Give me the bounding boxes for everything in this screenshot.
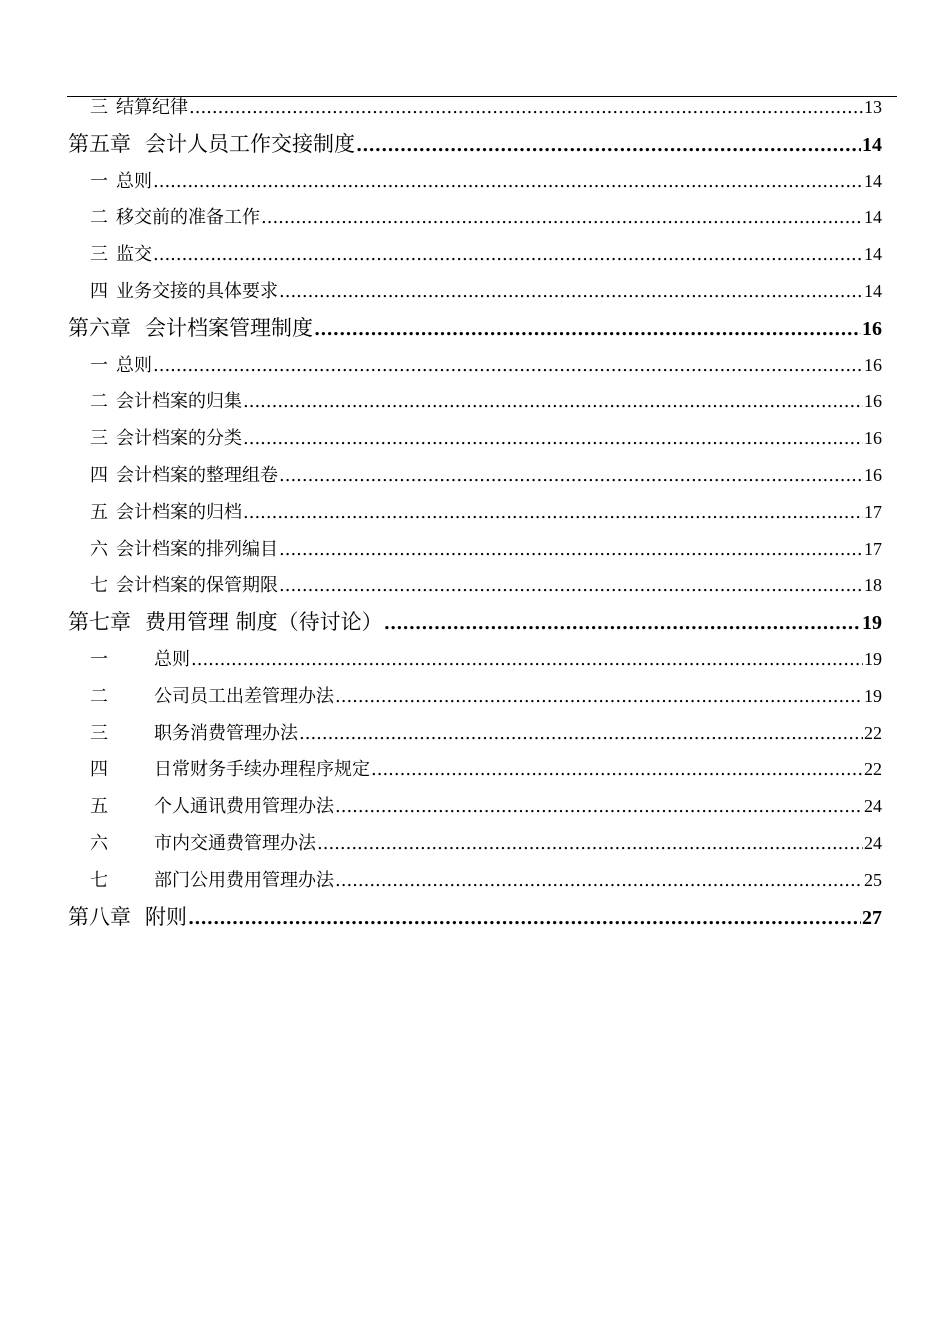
table-of-contents — [68, 89, 882, 935]
toc-number: 五 — [90, 501, 108, 523]
dot-leader — [243, 384, 863, 420]
toc-number: 三 — [90, 722, 108, 744]
toc-title: 附则 — [145, 904, 187, 929]
dot-leader — [279, 532, 863, 568]
toc-page-number: 14 — [864, 280, 882, 301]
toc-page-number: 16 — [862, 317, 882, 340]
toc-entry-20[interactable] — [68, 825, 882, 862]
toc-title: 会计档案的整理组卷 — [116, 464, 278, 486]
toc-entry-19[interactable] — [68, 788, 882, 825]
toc-title: 会计人员工作交接制度 — [145, 131, 355, 156]
toc-page-number: 27 — [862, 906, 882, 929]
toc-number: 第七章 — [68, 610, 131, 635]
toc-page-number: 25 — [864, 869, 882, 890]
toc-title: 个人通讯费用管理办法 — [154, 796, 334, 818]
toc-number: 四 — [90, 759, 108, 781]
toc-number: 一 — [90, 354, 108, 376]
toc-entry-17[interactable] — [68, 715, 882, 752]
dot-leader — [243, 495, 863, 531]
toc-number: 六 — [90, 832, 108, 854]
dot-leader — [335, 679, 863, 715]
toc-page-number: 14 — [864, 244, 882, 265]
dot-leader — [279, 274, 863, 310]
toc-entry-15[interactable] — [68, 641, 882, 678]
toc-entry-2[interactable] — [68, 163, 882, 200]
dot-leader — [279, 568, 863, 604]
toc-entry-5[interactable] — [68, 273, 882, 310]
toc-entry-4[interactable] — [68, 236, 882, 273]
toc-entry-14[interactable] — [68, 604, 882, 641]
toc-number: 二 — [90, 391, 108, 413]
toc-entry-6[interactable] — [68, 310, 882, 347]
toc-page-number: 19 — [862, 612, 882, 635]
toc-title: 移交前的准备工作 — [116, 207, 260, 229]
toc-title: 会计档案管理制度 — [145, 315, 313, 340]
toc-title: 日常财务手续办理程序规定 — [154, 759, 370, 781]
toc-title: 费用管理 制度（待讨论） — [145, 610, 383, 635]
toc-entry-16[interactable] — [68, 678, 882, 715]
toc-number: 七 — [90, 869, 108, 891]
toc-title: 业务交接的具体要求 — [116, 280, 278, 302]
toc-page-number: 17 — [864, 501, 882, 522]
toc-number: 一 — [90, 648, 108, 670]
toc-entry-18[interactable] — [68, 751, 882, 788]
dot-leader — [153, 237, 863, 273]
toc-entry-3[interactable] — [68, 199, 882, 236]
dot-leader — [335, 863, 863, 899]
toc-page-number: 19 — [864, 685, 882, 706]
toc-number: 三 — [90, 244, 108, 266]
toc-number: 三 — [90, 97, 108, 118]
toc-page-number: 16 — [864, 391, 882, 412]
toc-number: 第五章 — [68, 131, 131, 156]
toc-number: 一 — [90, 170, 108, 192]
toc-number: 二 — [90, 685, 108, 707]
toc-page-number: 14 — [864, 207, 882, 228]
toc-number: 第六章 — [68, 315, 131, 340]
toc-page-number: 22 — [864, 722, 882, 743]
dot-leader — [371, 752, 863, 788]
toc-title: 职务消费管理办法 — [154, 722, 298, 744]
toc-page-number: 16 — [864, 464, 882, 485]
toc-entry-8[interactable] — [68, 383, 882, 420]
dot-leader — [243, 421, 863, 457]
dot-leader — [279, 458, 863, 494]
toc-number: 四 — [90, 464, 108, 486]
toc-entry-11[interactable] — [68, 494, 882, 531]
toc-entry-9[interactable] — [68, 420, 882, 457]
toc-number: 六 — [90, 538, 108, 560]
toc-title: 会计档案的分类 — [116, 428, 242, 450]
toc-page-number: 14 — [864, 170, 882, 191]
dot-leader — [153, 164, 863, 200]
dot-leader — [299, 716, 863, 752]
toc-entry-1[interactable] — [68, 126, 882, 163]
toc-entry-0[interactable] — [68, 89, 882, 126]
toc-title: 会计档案的排列编目 — [116, 538, 278, 560]
toc-page-number: 14 — [862, 133, 882, 156]
toc-entry-21[interactable] — [68, 862, 882, 899]
toc-entry-10[interactable] — [68, 457, 882, 494]
toc-page-number: 17 — [864, 538, 882, 559]
toc-title: 会计档案的保管期限 — [116, 575, 278, 597]
dot-leader — [189, 90, 863, 126]
dot-leader — [356, 128, 861, 163]
toc-entry-22[interactable] — [68, 899, 882, 936]
toc-title: 部门公用费用管理办法 — [154, 869, 334, 891]
toc-page-number: 19 — [864, 648, 882, 669]
toc-title: 会计档案的归集 — [116, 391, 242, 413]
toc-title: 总则 — [116, 354, 152, 376]
dot-leader — [153, 348, 863, 384]
dot-leader — [261, 200, 863, 236]
toc-page-number: 18 — [864, 575, 882, 596]
toc-title: 监交 — [116, 244, 152, 266]
dot-leader — [335, 789, 863, 825]
toc-page-number: 24 — [864, 832, 882, 853]
toc-number: 七 — [90, 575, 108, 597]
toc-number: 第八章 — [68, 904, 131, 929]
toc-title: 总则 — [116, 170, 152, 192]
toc-number: 三 — [90, 428, 108, 450]
toc-title: 公司员工出差管理办法 — [154, 685, 334, 707]
toc-entry-13[interactable] — [68, 567, 882, 604]
toc-page-number: 16 — [864, 354, 882, 375]
toc-page-number: 13 — [864, 97, 882, 117]
dot-leader — [188, 901, 861, 936]
dot-leader — [314, 312, 861, 347]
toc-number: 四 — [90, 280, 108, 302]
toc-number: 二 — [90, 207, 108, 229]
toc-page-number: 22 — [864, 759, 882, 780]
dot-leader — [384, 606, 861, 641]
toc-title: 会计档案的归档 — [116, 501, 242, 523]
toc-number: 五 — [90, 796, 108, 818]
toc-title: 总则 — [154, 648, 190, 670]
toc-title: 结算纪律 — [116, 97, 188, 118]
dot-leader — [191, 642, 863, 678]
toc-entry-12[interactable] — [68, 531, 882, 568]
toc-title: 市内交通费管理办法 — [154, 832, 316, 854]
toc-entry-7[interactable] — [68, 347, 882, 384]
toc-page-number: 16 — [864, 428, 882, 449]
dot-leader — [317, 826, 863, 862]
toc-page-number: 24 — [864, 796, 882, 817]
